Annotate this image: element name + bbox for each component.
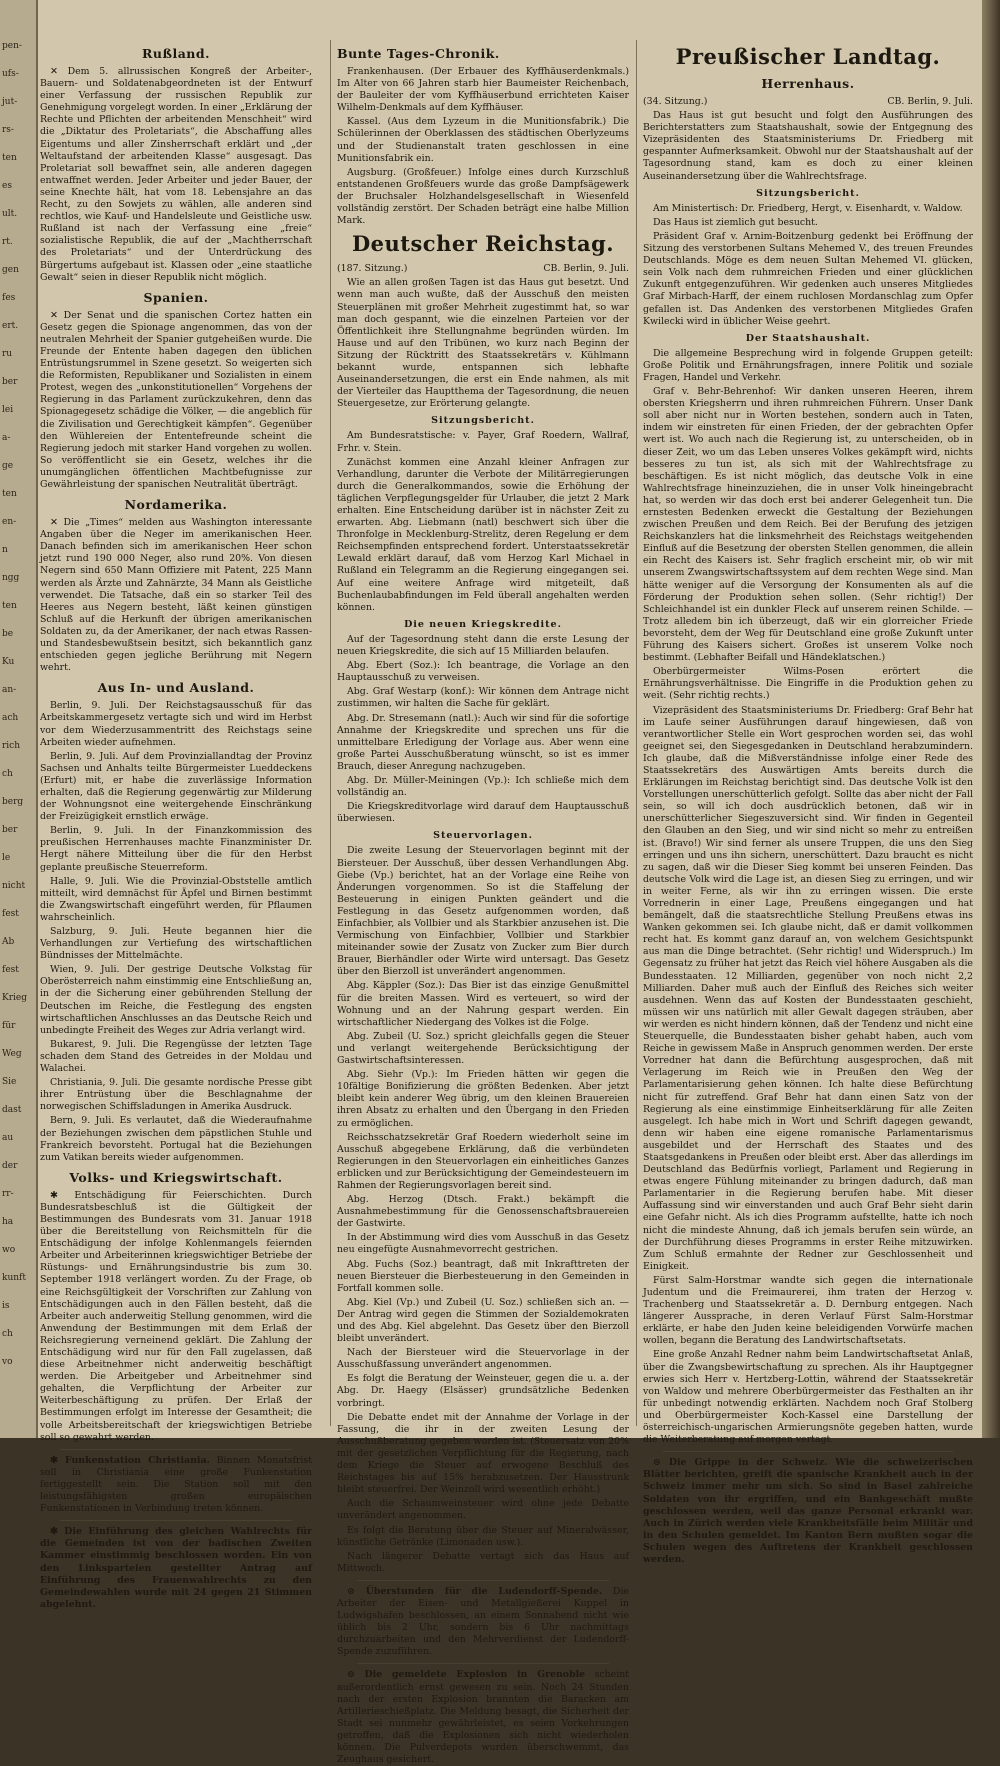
- article-paragraph: Auch die Schaumweinsteuer wird ohne jede Debatte unverändert angenommen.: [337, 1498, 629, 1522]
- gutter-fragment: fes: [2, 293, 16, 303]
- subheading-steuervorlagen: Steuervorlagen.: [433, 830, 533, 842]
- article-paragraph: Abg. Dr. Müller-Meiningen (Vp.): Ich schließe mich dem vollständig an.: [337, 774, 629, 799]
- column-2: [330, 40, 630, 1766]
- item-text: scheint außerordentlich ernst gewesen zu sein. Noch 24 Stunden nach der ersten Explosion brannten die Baracken am Artillerieschießplatz. Die Meldung besagt, die Sicherheit der Stadt sei nunmehr gewährleistet, es seien Vorkehrungen getroffen, daß die Explosionen sich nicht wiederholen können. Die Pulverdepots wurden überschwemmt, das Zeughaus gesichert.: [337, 1669, 630, 1766]
- separator: [60, 1449, 292, 1450]
- article-paragraph: Das Haus ist ziemlich gut besucht.: [653, 216, 818, 228]
- heading-in-und-ausland: Aus In- und Ausland.: [97, 680, 255, 696]
- article-paragraph: Auf der Tagesordnung steht dann die erste Lesung der neuen Kriegskredite, die sich auf 15 Milliarden belaufen.: [337, 633, 629, 658]
- news-item: Augsburg. (Großfeuer.) Infolge eines durch Kurzschluß entstandenen Großfeuers wurde das große Dampfsägewerk der Bruchsaler Holzhandelsgesellschaft in Wiesenfeld vollständig zerstört. Der Schaden beträgt eine halbe Million Mark.: [337, 166, 629, 227]
- article-paragraph: Abg. Kiel (Vp.) und Zubeil (U. Soz.) schließen sich an. — Der Antrag wird gegen die Stimmen der Sozialdemokraten und des Abg. Kiel abgelehnt. Das Gesetz über den Bierzoll bleibt unverändert.: [337, 1296, 629, 1345]
- gutter-fragment: rt.: [2, 237, 13, 247]
- gutter-fragment: pen-: [2, 41, 22, 51]
- article-paragraph: Die Kriegskreditvorlage wird darauf dem Hauptausschuß überwiesen.: [337, 801, 629, 825]
- gutter-fragment: ber: [2, 377, 18, 387]
- article-paragraph: Es folgt die Beratung über die Steuer auf Mineralwässer, künstliche Getränke (Limonaden usw.).: [337, 1524, 629, 1548]
- gutter-fragment: ert.: [2, 321, 19, 331]
- item-text: Wie die schweizerischen Blätter berichten, greift die spanische Krankheit auch in der Schweiz immer mehr um sich. So sind in Basel zahlreiche Soldaten von ihr ergriffen, und ein Bankgeschäft mußte geschlossen werden, weil das ganze Personal erkrankt war. Auch in Zürich werden viele Krankheitsfälle beim Militär und in den Schulen gemeldet. Im Kanton Bern mußten sogar die Schulen wegen des Auftretens der Krankheit geschlossen werden.: [643, 1457, 973, 1565]
- heading-bunte-tages-chronik: Bunte Tages-Chronik.: [337, 46, 500, 61]
- gutter-fragment: fest: [2, 909, 19, 919]
- item-lead-grippe: ⊙ Die Grippe in der Schweiz.: [653, 1457, 828, 1469]
- heading-nordamerika: Nordamerika.: [124, 497, 228, 513]
- session-number: (34. Sitzung.): [643, 96, 708, 107]
- article-paragraph: Nach längerer Debatte vertagt sich das Haus auf Mittwoch.: [337, 1550, 629, 1574]
- column-1: [40, 40, 312, 1610]
- gutter-fragment: ge: [2, 461, 14, 471]
- article-paragraph: Abg. Graf Westarp (konf.): Wir können dem Antrage nicht zustimmen, wir halten die Sache für geklärt.: [337, 686, 629, 710]
- gutter-fragment: Ku: [2, 657, 15, 667]
- article-paragraph: Oberbürgermeister Wilms-Posen erörtert die Ernährungsverhältnisse. Die Eingriffe in die Produktion gehen zu weit. (Sehr richtig rechts.): [643, 666, 973, 702]
- article-paragraph: Das Haus ist gut besucht und folgt den Ausführungen des Berichterstatters zum Staatshaushalt, sowie der Entgegnung des Vizepräsidenten des Staatsministeriums Dr. Friedberg mit gespannter Aufmerksamkeit. Obwohl nur der Staatshaushalt auf der Tagesordnung stand, kam es doch zu einer kleinen Auseinandersetzung über die Wahlrechtsfrage.: [643, 110, 973, 182]
- column-3: [636, 40, 973, 1565]
- heading-volks-kriegswirtschaft: Volks- und Kriegswirtschaft.: [69, 1169, 283, 1185]
- gutter-fragment: au: [2, 1133, 14, 1143]
- news-item: Halle, 9. Juli. Wie die Provinzial-Obststelle amtlich mitteilt, wird demnächst für Äpfel und Birnen bestimmt die Zwangswirtschaft eingeführt werden, für Pflaumen wahrscheinlich.: [40, 875, 312, 923]
- article-paragraph: Abg. Fuchs (Soz.) beantragt, daß mit Inkrafttreten der neuen Biersteuer die Bierbesteuerung in den Gemeinden in Fortfall kommen solle.: [337, 1258, 629, 1294]
- gutter-fragment: gen: [2, 265, 19, 275]
- gutter-fragment: ber: [2, 825, 18, 835]
- article-paragraph: Die Debatte endet mit der Annahme der Vorlage in der Fassung, die ihr in der zweiten Lesung der Ausschußberatung gegeben worden ist. (Steuersatz von 20% mit der gesetzlichen Verpflichtung für die Regierung, nach dem Kriege die Steuer auf erwogene Beschluß des Reichstages bis auf 15% herabzusetzen. Der Hausstrunk bleibt steuerfrei. Der Weinzoll wird wesentlich erhöht.): [337, 1411, 629, 1496]
- item-text: ist von der badischen Zweiten Kammer einstimmig beschlossen worden. Ein von den Linksparteien gestellter Antrag auf Einführung des Frauenwahlrechts zu den Gemeindewahlen wurde mit 24 gegen 21 Stimmen abgelehnt.: [40, 1538, 312, 1610]
- gutter-fragment: ufs-: [2, 69, 19, 79]
- news-item: Christiania, 9. Juli. Die gesamte nordische Presse gibt ihrer Entrüstung über die Beschlagnahme der norwegischen Schiffsladungen in Amerika Ausdruck.: [40, 1077, 312, 1113]
- gutter-fragment: ten: [2, 489, 17, 499]
- article-paragraph: Wie an allen großen Tagen ist das Haus gut besetzt. Und wenn man auch wußte, daß der Ausschuß den meisten Steuerplänen mit großer Mehrheit zugestimmt hat, so war man doch gespannt, wie die einzelnen Parteien vor der Öffentlichkeit ihre Stellungnahme begründen würden. Im Hause und auf den Tribünen, wo kurz nach Beginn der Sitzung der Rücktritt des Staatssekretärs v. Kühlmann bekannt wurde, entspannen sich lebhafte Auseinandersetzungen, die erst ein Ende nahmen, als mit der Vierteiler das Hauptthema der Tagesordnung, die neuen Steuergesetze, zur Erörterung gelangte.: [337, 277, 629, 410]
- gutter-fragment: berg: [2, 797, 24, 807]
- gutter-fragment: a-: [2, 433, 11, 443]
- article-paragraph: Am Bundesratstische: v. Payer, Graf Roedern, Wallraf, Frhr. v. Stein.: [337, 430, 629, 454]
- gutter-fragment: für: [2, 1021, 16, 1031]
- item-text: Die Arbeiter der Eisen- und Metallgießerei Kuppel in Ludwigshafen beschlossen, an einem Sonnabend nicht wie üblich bis 2 Uhr, sondern bis 6 Uhr nachmittags durchzuarbeiten und den Mehrverdienst der Ludendorff-Spende zuzuführen.: [337, 1585, 629, 1658]
- gutter-fragment: kunft: [2, 1273, 26, 1283]
- heading-spanien: Spanien.: [143, 289, 209, 305]
- item-lead-funkenstation: ✱ Funkenstation Christiania.: [50, 1454, 210, 1466]
- gutter-fragment: ngg: [2, 573, 20, 583]
- gutter-fragment: n: [2, 545, 8, 555]
- gutter-fragment: an-: [2, 685, 17, 695]
- article-paragraph: Präsident Graf v. Arnim-Boitzenburg gedenkt bei Eröffnung der Sitzung des verstorbenen Sultans Mehemed V., des treuen Freundes Deutschlands. Möge es dem neuen Sultan Mehemed VI. glücken, sein Volk nach dem ruhmreichen Frieden und einer glücklichen Zukunft entgegenzuführen. Wir gedenken auch unseres Mitgliedes Graf Mirbach-Harff, der einem ruchlosen Mordanschlag zum Opfer gefallen ist. Das Andenken des verstorbenen Mitgliedes Grafen Kwilecki wird in üblicher Weise geehrt.: [643, 230, 973, 327]
- article-paragraph: Vizepräsident des Staatsministeriums Dr. Friedberg: Graf Behr hat im Laufe seiner Ausführungen darauf hingewiesen, daß von verantwortlicher Stelle ein Wort gesprochen worden sei, das wohl geeignet sei, den Siegesgedanken in Deutschland herabzumindern. Ich glaube, daß die Mißverständnisse infolge einer Rede des Staatssekretärs des Auswärtigen Amts bereits durch die Erklärungen im Reichstag berichtigt sind. Das deutsche Volk ist den Vorstellungen unerschütterlich gefolgt. Sollte das aber nicht der Fall sein, so will ich doch ausdrücklich betonen, daß wir in unerschütterlicher Siegeszuversicht sind. Wir finden in Gegenteil den Glauben an den Sieg, und wir sind nicht so mehr zu entreißen ist. (Bravo!) Wir sind ferner als unsere Truppen, die uns den Sieg erringen und uns ihn sichern, unerschüttert. Dazu braucht es nicht zu sagen, daß wir die Dieser Sieg kommt bei unseren Feinden. Das deutsche Volk wird die Lage ist, an diesen Sieg zu erringen, und wir in weiter Ferne, als wir ihn zu erringen wissen. Die erste Vorrednerin in einer Lage, Preußens eingegangen und hat bemängelt, daß die staatsrechtliche Stellung Preußens etwas ins Wanken gekommen sei. Ich glaube nicht, daß er damit vollkommen recht hat. Es kommt ganz darauf an, von welchem Gesichtspunkt aus man die Dinge betrachtet. (Sehr richtig! und Widerspruch.) Im Gegensatz zu früher hat jetzt das Reich viel höhere Ausgaben als die Bundesstaaten. 12 Milliarden, gegenüber von noch nicht 2,2 Milliarden. Daher muß auch der Einfluß des Reiches sich weiter ausdehnen. Wenn das auf Kosten der Bundesstaaten geschieht, müssen wir uns natürlich mit aller Gewalt dagegen sträuben, aber wir werden es nicht hindern können, daß der Tendenz und nicht eine Steuerquelle, die Bundesstaaten bisher gehabt haben, auch vom Reiche in gewissem Maße in Anspruch genommen werden. Der erste Vorredner hat dann die Befürchtung ausgesprochen, daß mit Verlagerung im Reich wie in Preußen den Weg der Parlamentarisierung gehen können. Ich halte diese Befürchtung nicht für zutreffend. Graf Behr hat dann einen Satz von der Regierung als eine einstimmige Einheitserklärung für alle Zeiten ausgelegt. Ich habe mich in Wort und Schrift dagegen gewandt, denn wir haben eine eigene romanische Parlamentarismus ausgebildet und der Herrschaft des Staates und des Staatsgedankens in Preußen oder bleibt erst. Aber das allerdings im Deutschland das Bedürfnis vorliegt, Parlament und Regierung in etwas engere Fühlung miteinander zu bringen dadurch, daß man Parlamentarier in die Regierung berufen habe. Mit dieser Auffassung sind wir einverstanden und auch Graf Behr sieht darin eine Gefahr nicht. Als ich dies Programm aufstellte, hatte ich noch nicht die mindeste Ahnung, daß ich jemals berufen sein würde, an der Durchführung dieses Programms in erster Reihe mitzuwirken. Zum Schluß ermahnte der Redner zur Geschlossenheit und Einigkeit.: [643, 704, 973, 1272]
- item-lead-wahlrecht: ✱ Die Einführung des gleichen Wahlrechts für die Gemeinden: [40, 1526, 312, 1550]
- article-paragraph: Abg. Siehr (Vp.): Im Frieden hätten wir gegen die 10fältige Bonifizierung die größten Bedenken. Aber jetzt bleibt kein anderer Weg übrig, um den kleinen Brauereien ihren Absatz zu erhalten und den Übergang in den Frieden zu ermöglichen.: [337, 1069, 629, 1129]
- session-date: CB. Berlin, 9. Juli.: [887, 96, 973, 107]
- news-item: Frankenhausen. (Der Erbauer des Kyffhäuserdenkmals.) Im Alter von 66 Jahren starb hier Baumeister Reichenbach, der Bauleiter der vom Kyffhäuserbund errichteten Kaiser Wilhelm-Denkmals auf dem Kyffhäuser.: [337, 66, 629, 114]
- adjacent-page-edge: [0, 0, 38, 1438]
- article-paragraph: Es folgt die Beratung der Weinsteuer, gegen die u. a. der Abg. Dr. Haegy (Elsässer) grundsätzliche Bedenken vorbringt.: [337, 1373, 629, 1409]
- separator: [60, 1520, 292, 1521]
- gutter-fragment: rr-: [2, 1189, 14, 1199]
- gutter-fragment: ult.: [2, 209, 18, 219]
- separator: [357, 1663, 609, 1664]
- gutter-fragment: rs-: [2, 125, 14, 135]
- gutter-fragment: ru: [2, 349, 13, 359]
- article-paragraph: Die allgemeine Besprechung wird in folgende Gruppen geteilt: Große Politik und Ernährungsfragen, innere Politik und soziale Fragen, Handel und Verkehr.: [643, 347, 973, 383]
- separator: [663, 1451, 953, 1452]
- news-item: Berlin, 9. Juli. Auf dem Provinziallandtag der Provinz Sachsen und Anhalts teilte Bürgermeister Lueddeckens (Erfurt) mit, er habe die zuverlässige Information erhalten, daß die Regierung gegenwärtig zur Milderung der Wohnungsnot eine weitergehende Einschränkung der Freizügigkeit ernstlich erwäge.: [40, 750, 312, 823]
- gutter-fragment: fest: [2, 965, 19, 975]
- gutter-fragment: ach: [2, 713, 19, 723]
- news-item: Berlin, 9. Juli. In der Finanzkommission des preußischen Herrenhauses machte Finanzminister Dr. Hergt nähere Mitteilung über die für den Herbst geplante preußische Steuerreform.: [40, 825, 312, 873]
- item-text: Binnen Monatsfrist soll in Christiania eine große Funkenstation fertiggestellt sein. Die Station soll mit den leistungsfähigsten großen europäischen Funkenstationen in Verbindung treten können.: [40, 1454, 312, 1515]
- article-paragraph: ✕ Der Senat und die spanischen Cortez hatten ein Gesetz gegen die Spionage angenommen, das von der neutralen Mehrheit der Spanier gutgeheißen wurde. Die Freunde der Entente haben dagegen den üblichen Entrüstungsrummel in Szene gesetzt. So weigerten sich die Reformisten, Republikaner und Sozialisten in einem Protest, wegen des „unkonstitutionellen“ Vorgehens der Regierung in das Parlament zurückzukehren, denn das Spionagegesetz schädige die Völker, — die angeblich für die Zivilisation und Gerechtigkeit kämpfen“. Gegenüber den Wühlereien der Ententefreunde scheint die Regierung jedoch mit starker Hand vorgehen zu wollen. So veröffentlicht sie ein Gesetz, welches ihr die unumgänglichen öffentlichen Machtbefugnisse zur Gewährleistung der spanischen Neutralität überträgt.: [40, 309, 312, 490]
- gutter-fragment: vo: [2, 1357, 13, 1367]
- news-item: Bukarest, 9. Juli. Die Regengüsse der letzten Tage schaden dem Stand des Getreides in der Moldau und Walachei.: [40, 1038, 312, 1075]
- article-paragraph: Abg. Ebert (Soz.): Ich beantrage, die Vorlage an den Hauptausschuß zu verweisen.: [337, 660, 629, 684]
- page-binding-shadow: [982, 0, 1000, 1438]
- dateline: [643, 96, 973, 108]
- separator: [357, 1580, 609, 1581]
- gutter-fragment: is: [2, 1301, 10, 1311]
- gutter-fragment: rich: [2, 741, 21, 751]
- news-item: Wien, 9. Juli. Der gestrige Deutsche Volkstag für Oberösterreich nahm einstimmig eine Entschließung an, in der die Sicherung einer gebührenden Stellung der Deutschen im Reiche, die Festlegung des engsten wirtschaftlichen Anschlusses an das Deutsche Reich und unbedingte Freiheit des Weges zur Adria verlangt wird.: [40, 964, 312, 1036]
- article-paragraph: Abg. Herzog (Dtsch. Frakt.) bekämpft die Ausnahmebestimmung für die Genossenschaftsbrauereien der Gastwirte.: [337, 1194, 629, 1230]
- article-paragraph: Am Ministertisch: Dr. Friedberg, Hergt, v. Eisenhardt, v. Waldow.: [653, 202, 963, 214]
- article-paragraph: Abg. Käppler (Soz.): Das Bier ist das einzige Genußmittel für die breiten Massen. Wird es verteuert, so wird der Wohnung und an der Nahrung gespart werden. Ein wirtschaftlicher Niedergang des Volkes ist die Folge.: [337, 980, 629, 1028]
- heading-preussischer-landtag: Preußischer Landtag.: [675, 44, 941, 69]
- article-paragraph: Abg. Dr. Stresemann (natl.): Auch wir sind für die sofortige Annahme der Kriegskredite und sprechen uns für die unmittelbare Erledigung der Vorlage aus. Aber wenn eine große Partei Ausschußberatung wünscht, so ist es immer Brauch, dieser Anregung nachzugeben.: [337, 712, 629, 772]
- article-paragraph: In der Abstimmung wird dies vom Ausschuß in das Gesetz neu eingefügte Ausnahmevorrecht gestrichen.: [337, 1232, 629, 1256]
- gutter-fragment: es: [2, 181, 12, 191]
- gutter-fragment: der: [2, 1161, 18, 1171]
- gutter-fragment: wo: [2, 1245, 16, 1255]
- subheading-staatshaushalt: Der Staatshaushalt.: [745, 332, 871, 344]
- article-paragraph: Zunächst kommen eine Anzahl kleiner Anfragen zur Verhandlung, darunter die Verbote der Militärregierungen durch die Generalkommandos, sowie die Erhöhung der täglichen Verpflegungsgelder für Urlauber, die jetzt 2 Mark erhalten. Eine Entscheidung darüber ist in nächster Zeit zu erwarten. Abg. Liebmann (natl) beschwert sich über die Thronfolge in Mecklenburg-Strelitz, deren Regelung er dem Reichsempfinden entsprechend fordert. Unterstaatssekretär Lewald erklärt darauf, daß vom Herzog Karl Michael in Rußland ein Telegramm an die Regierung eingegangen sei. Auf eine weitere Anfrage wird mitgeteilt, daß Buchenlaubabfindungen im Feld überall angehalten werden können.: [337, 456, 629, 613]
- article-paragraph: Eine große Anzahl Redner nahm beim Landwirtschaftsetat Anlaß, über die Zwangsbewirtschaftung zu sprechen. Als ihr Hauptgegner erwies sich Herr v. Hertzberg-Lottin, während der Staatssekretär von Waldow und mehrere Oberbürgermeister das Festhalten an ihr für unbedingt notwendig erklärten. Nachdem noch Graf Stolberg und Oberbürgermeister Koch-Kassel eine Darstellung der österreichisch-ungarischen Armierungsnöte gegeben hatten, wurde die Weiterberatung auf morgen vertagt.: [643, 1349, 973, 1446]
- article-paragraph: Fürst Salm-Horstmar wandte sich gegen die internationale Judentum und die Freimaurerei, ihm traten der Herzog v. Trachenberg und Staatssekretär a. D. Dernburg entgegen. Nach längerer Aussprache, in deren Verlauf Fürst Salm-Horstmar erklärte, er habe den Juden keine beleidigenden Vorwürfe machen wollen, begann die Beratung des Landwirtschaftsetats.: [643, 1274, 973, 1347]
- heading-russland: Rußland.: [141, 46, 210, 61]
- gutter-fragment: ten: [2, 601, 17, 611]
- item-lead-ueberstunden: ⊙ Überstunden für die Ludendorff-Spende.: [347, 1585, 603, 1597]
- session-date: CB. Berlin, 9. Juli.: [543, 263, 629, 275]
- gutter-fragment: Ab: [2, 937, 15, 947]
- gutter-fragment: Krieg: [2, 993, 27, 1003]
- gutter-fragment: ch: [2, 769, 13, 779]
- gutter-fragment: ha: [2, 1217, 14, 1227]
- gutter-fragment: Weg: [2, 1049, 22, 1059]
- article-paragraph: Die zweite Lesung der Steuervorlagen beginnt mit der Biersteuer. Der Ausschuß, über dessen Verhandlungen Abg. Giebe (Vp.) berichtet, hat an der Vorlage eine Reihe von Änderungen vorgenommen. So ist die Staffelung der Besteuerung in einigen Punkten geändert und die Festlegung in das Gesetz aufgenommen worden, daß Einfachbier, als Vollbier und als Starkbier anzusehen ist. Die Vermischung von Einfachbier, Vollbier und Starkbier miteinander sowie der Zusatz von Zucker zum Bier durch Brauer, Bierhändler oder Wirte wird untersagt. Das Gesetz über den Bierzoll ist unverändert angenommen.: [337, 845, 629, 978]
- article-paragraph: Graf v. Behr-Behrenhof: Wir danken unseren Heeren, ihrem obersten Kriegsherrn und ihren ruhmreichen Führern. Unser Dank soll aber nicht nur in Worten bestehen, sondern auch in Taten, indem wir einstreten für einen Frieden, der der gebrachten Opfer wert ist. Wo auch nach die Regierung ist, zu unterscheiden, ob in dieser Zeit, wo um das Leben unseres Volkes gekämpft wird, nichts besseres zu tun ist, als sich mit der Wahlrechtsfrage zu beschäftigen. Es ist nicht möglich, das deutsche Volk in eine Wahlrechtsfrage hineinzuziehen, die in unser Volk hineingebracht hat, so werden wir das doch erst bei anderer Gelegenheit tun. Die ernstesten Bedenken erweckt die Gestaltung der Beziehungen zwischen Preußen und dem Reich. Bei der Berufung des jetzigen Reichskanzlers hat die linksmehrheit des Reichstags weitgehenden Einfluß auf die Besetzung der obersten Stellen genommen, die allein ein Recht des Kaisers ist. Sehr fraglich erscheint mir, ob wir mit unserem Zwangswirtschaftssystem auf dem rechten Wege sind. Man hätte weniger auf die Versorgung der Konsumenten als auf die Förderung der Produktion sehen sollen. (Sehr richtig!) Der Schleichhandel ist ein dunkler Fleck auf unserem reinen Schilde. — Trotz alledem bin ich überzeugt, daß wir ein glorreicher Friede bevorsteht, dem der Weg für Deutschland eine große Zukunft unter Führung des Kaisers sichert. Großes ist unserem Volke noch bestimmt. (Lebhafter Beifall und Händeklatschen.): [643, 386, 973, 664]
- gutter-fragment: lei: [2, 405, 14, 415]
- subheading-sitzungsbericht: Sitzungsbericht.: [756, 187, 860, 199]
- subheading-sitzungsbericht: Sitzungsbericht.: [431, 415, 535, 427]
- news-item: Salzburg, 9. Juli. Heute begannen hier die Verhandlungen zur Vertiefung des wirtschaftlichen Bündnisses der Mittelmächte.: [40, 926, 312, 962]
- gutter-fragment: ten: [2, 153, 17, 163]
- gutter-fragment: ch: [2, 1329, 13, 1339]
- article-paragraph: Nach der Biersteuer wird die Steuervorlage in der Ausschußfassung unverändert angenommen.: [337, 1347, 629, 1371]
- article-paragraph: Abg. Zubeil (U. Soz.) spricht gleichfalls gegen die Steuer und verlangt weitergehende Berücksichtigung der Gastwirtschaftsinteressen.: [337, 1030, 629, 1067]
- gutter-fragment: nicht: [2, 881, 26, 891]
- session-number: (187. Sitzung.): [337, 263, 408, 275]
- gutter-fragment: en-: [2, 517, 17, 527]
- article-paragraph: ✕ Dem 5. allrussischen Kongreß der Arbeiter-, Bauern- und Soldatenabgeordneten ist der Entwurf einer Verfassung der russischen Republik zur Genehmigung vorgelegt worden. In einer „Erklärung der Rechte und Pflichten der arbeitenden Menschheit“ wird die „Diktatur des Proletariats“, die Abschaffung alles Eigentums und aller Zinsherrschaft erklärt und „der Weltaufstand der arbeitenden Klasse“ ausgesagt. Das Proletariat soll bewaffnet sein, alle anderen dagegen entwaffnet werden. Jeder Arbeiter und jeder Bauer, der seine Knechte hält, hat vom 18. Lebensjahre an das Recht, zu den Sowjets zu wählen, alle anderen sind rechtlos, wie Kauf- und Handelsleute und Geistliche usw. Rußland ist nach der Verfassung eine „freie“ sozialistische Republik, die auf der „Machtherrschaft des Proletariats“ und der Unterdrückung des Bürgertums aufgebaut ist. Klassen oder „eine staatliche Gewalt“ seien in dieser Republik nicht möglich.: [40, 66, 312, 283]
- subheading-kriegskredite: Die neuen Kriegskredite.: [404, 618, 562, 630]
- news-item: Berlin, 9. Juli. Der Reichstagsausschuß für das Arbeitskammergesetz vertagte sich und wird im Herbst vor dem Wiederzusammentritt des Reichstags seine Arbeiten wieder aufnehmen.: [40, 700, 312, 748]
- heading-herrenhaus: Herrenhaus.: [761, 76, 855, 91]
- article-paragraph: Reichsschatzsekretär Graf Roedern wiederholt seine im Ausschuß abgegebene Erklärung, daß die verbündeten Regierungen in den Steuervorlagen ein einheitliches Ganzes erblicken und zur Berücksichtigung der Gemeindesteuern im Rahmen der Regierungsvorlagen bereit sind.: [337, 1131, 630, 1191]
- news-item: Bern, 9. Juli. Es verlautet, daß die Wiederaufnahme der Beziehungen zwischen dem päpstlichen Stuhle und Frankreich bevorsteht. Portugal hat die Beziehungen zum Vatikan bereits wieder aufgenommen.: [40, 1115, 312, 1163]
- gutter-fragment: Sie: [2, 1077, 17, 1087]
- item-lead-grenoble: ⊙ Die gemeldete Explosion in Grenoble: [347, 1669, 586, 1681]
- gutter-fragment: jut-: [2, 97, 18, 107]
- article-paragraph: ✕ Die „Times“ melden aus Washington interessante Angaben über die Neger im amerikanischen Heer. Danach befinden sich im amerikanischen Heer schon jetzt rund 190 000 Neger, also rund 20%. Von diesen Negern sind 650 Mann Offiziere mit Patent, 225 Mann werden als Ärzte und Zahnärzte, 34 Mann als Geistliche verwendet. Die Tatsache, daß ein so starker Teil des Heeres aus Negern besteht, läßt keinen günstigen Schluß auf die Herkunft der übrigen amerikanischen Soldaten zu, da der Amerikaner, der nach etwas Rassen- und Standesbewußtsein besitzt, sich bekanntlich ganz entschieden gegen jegliche Berührung mit Negern wehrt.: [40, 517, 312, 674]
- gutter-fragment: le: [2, 853, 11, 863]
- news-item: Kassel. (Aus dem Lyzeum in die Munitionsfabrik.) Die Schülerinnen der Oberklassen des städtischen Oberlyzeums und der Studienanstalt traten geschlossen in eine Munitionsfabrik ein.: [337, 116, 629, 164]
- gutter-fragment: be: [2, 629, 14, 639]
- gutter-fragment: dast: [2, 1105, 22, 1115]
- dateline: [337, 263, 629, 275]
- heading-deutscher-reichstag: Deutscher Reichstag.: [351, 231, 615, 257]
- article-paragraph: ✱ Entschädigung für Feierschichten. Durch Bundesratsbeschluß ist die Gültigkeit der Bestimmungen des Bundesrats vom 31. Januar 1918 über die Bereitstellung von Reichsmitteln für die Entschädigung der infolge Kohlenmangels feiernden Arbeiter und Arbeiterinnen kriegswichtiger Betriebe der Rüstungs- und Ernährungsindustrie bis zum 30. September 1918 verlängert worden. Zu der Frage, ob eine Reichsgültigkeit der Vorschriften zur Zahlung von Entschädigungen auch in den Fällen besteht, daß die Arbeiter auch anderweitig Stellung genommen, wird die Anwendung der Bestimmungen mit dem Erlaß der Reichsregierung verneinend geklärt. Die Zahlung der Entschädigung wird nur für den Fall zugelassen, daß diese Arbeitnehmer nicht anderweitig beschäftigt werden. Die Arbeitgeber und Arbeitnehmer sind gehalten, die Verpflichtung der Arbeiter zur Weiterbeschäftigung zu prüfen. Der Erlaß der Bestimmungen erfolgt im Interesse der Gesamtheit; die volle Arbeitsbereitschaft der kriegswichtigen Betriebe soll so gewahrt werden.: [40, 1189, 312, 1443]
